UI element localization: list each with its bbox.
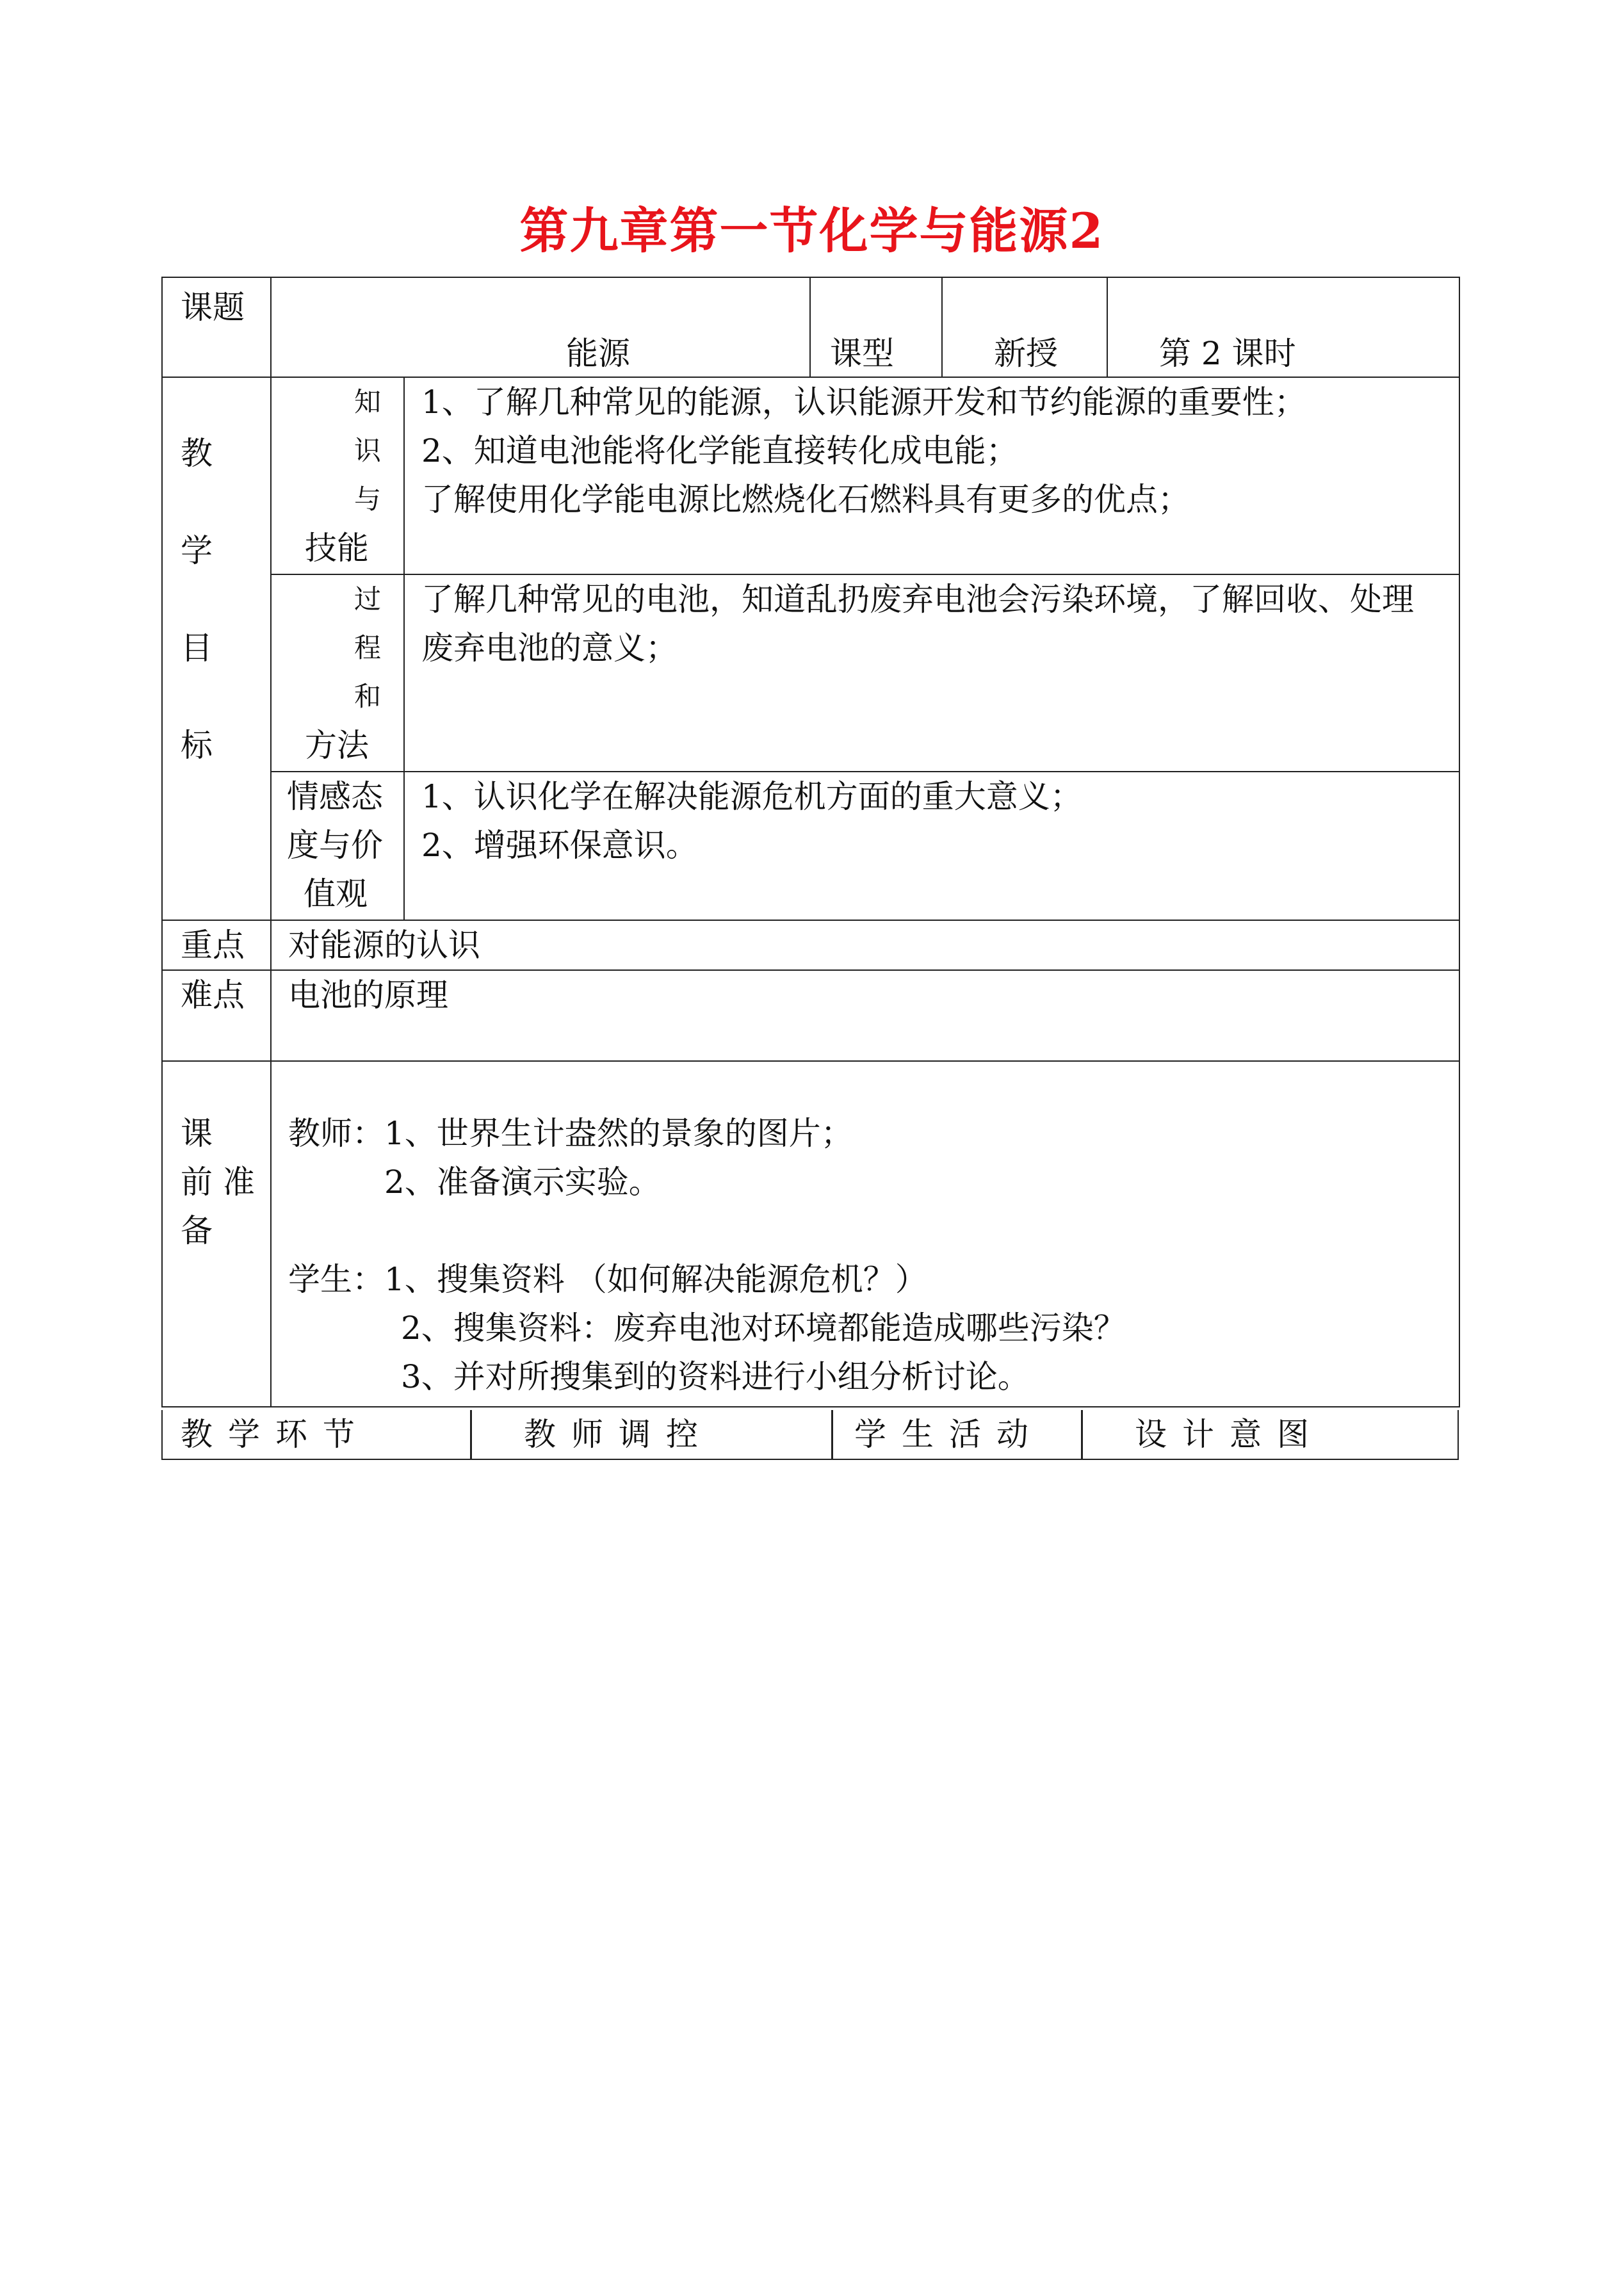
knowledge-label-char: 识 xyxy=(353,435,381,466)
preparation-label-cell xyxy=(162,1061,271,1407)
student-line: 3、并对所搜集到的资料进行小组分析讨论。 xyxy=(401,1358,1030,1395)
difficulty-row xyxy=(162,970,1459,1061)
difficulty-label: 难点 xyxy=(181,977,245,1014)
lesson-number: 第 2 课时 xyxy=(1159,335,1296,372)
process-label-cell xyxy=(271,574,404,772)
objectives-char-4: 标 xyxy=(181,727,213,764)
difficulty-label-cell xyxy=(162,970,271,1061)
column-divider xyxy=(1081,1410,1083,1459)
objectives-char-2: 学 xyxy=(181,532,213,569)
column-divider xyxy=(831,1410,833,1459)
type-label: 课型 xyxy=(830,335,894,372)
difficulty-value: 电池的原理 xyxy=(288,977,448,1014)
student-line: 2、搜集资料：废弃电池对环境都能造成哪些污染？ xyxy=(401,1310,1126,1347)
objectives-label-cell xyxy=(162,377,271,920)
student-line: 学生：1、搜集资料 （如何解决能源危机？） xyxy=(288,1261,927,1298)
attitude-content-cell xyxy=(404,772,1459,920)
preparation-label-line: 前 准 xyxy=(181,1164,255,1201)
preparation-content-cell xyxy=(271,1061,1459,1407)
type-value: 新授 xyxy=(994,335,1058,372)
type-label-cell xyxy=(810,277,942,377)
key-point-label: 重点 xyxy=(181,927,245,964)
key-point-row xyxy=(162,920,1459,970)
key-point-value-cell xyxy=(271,920,1459,970)
header-student-activity: 学生活动 xyxy=(854,1416,1044,1453)
attitude-label-cell xyxy=(271,772,404,920)
header-teacher-control: 教师调控 xyxy=(524,1416,713,1453)
topic-value-cell xyxy=(271,277,810,377)
attitude-line: 2、增强环保意识。 xyxy=(421,827,698,864)
knowledge-label-char: 与 xyxy=(353,483,381,515)
process-line: 了解几种常见的电池，知道乱扔废弃电池会污染环境，了解回收、处理 xyxy=(421,581,1414,618)
knowledge-content-cell xyxy=(404,377,1459,574)
process-label-char: 过 xyxy=(353,583,381,615)
attitude-label-line: 情感态 xyxy=(287,778,383,815)
key-point-value: 对能源的认识 xyxy=(288,927,480,964)
preparation-row xyxy=(162,1061,1459,1407)
process-line: 废弃电池的意义； xyxy=(421,629,678,667)
knowledge-line: 了解使用化学能电源比燃烧化石燃料具有更多的优点； xyxy=(421,481,1190,518)
key-point-label-cell xyxy=(162,920,271,970)
lesson-number-cell xyxy=(1107,277,1459,377)
page-title: 第九章第一节化学与能源2 xyxy=(519,202,1105,259)
process-row xyxy=(162,574,1459,772)
teacher-line: 教师：1、世界生计盎然的景象的图片； xyxy=(288,1115,853,1152)
attitude-label-line: 值观 xyxy=(304,875,368,912)
process-label-char: 程 xyxy=(353,632,381,663)
preparation-label-line: 备 xyxy=(181,1212,213,1249)
attitude-label-line: 度与价 xyxy=(287,827,383,864)
knowledge-label-cell xyxy=(271,377,404,574)
type-value-cell xyxy=(942,277,1107,377)
topic-row xyxy=(162,277,1459,377)
knowledge-line: 1、了解几种常见的能源，认识能源开发和节约能源的重要性； xyxy=(421,384,1306,421)
difficulty-value-cell xyxy=(271,970,1459,1061)
column-divider xyxy=(470,1410,472,1459)
knowledge-row xyxy=(162,377,1459,574)
preparation-label-line: 课 xyxy=(181,1115,213,1152)
topic-value: 能源 xyxy=(566,335,630,372)
knowledge-line: 2、知道电池能将化学能直接转化成电能； xyxy=(421,432,1018,469)
knowledge-label-char: 知 xyxy=(353,386,381,418)
process-label-char: 和 xyxy=(353,681,381,712)
objectives-char-3: 目 xyxy=(181,629,213,667)
header-design-intent: 设计意图 xyxy=(1135,1416,1324,1453)
teacher-line: 2、准备演示实验。 xyxy=(384,1164,661,1201)
topic-label: 课题 xyxy=(181,289,245,326)
process-label-last: 方法 xyxy=(305,727,369,764)
objectives-char-1: 教 xyxy=(181,435,213,472)
teaching-process-header-row xyxy=(161,1410,1459,1460)
attitude-row xyxy=(162,772,1459,920)
knowledge-label-last: 技能 xyxy=(305,530,369,567)
topic-label-cell xyxy=(162,277,271,377)
lesson-plan-table xyxy=(161,277,1460,1407)
attitude-line: 1、认识化学在解决能源危机方面的重大意义； xyxy=(421,778,1082,815)
header-teaching-stage: 教学环节 xyxy=(181,1416,370,1453)
process-content-cell xyxy=(404,574,1459,772)
